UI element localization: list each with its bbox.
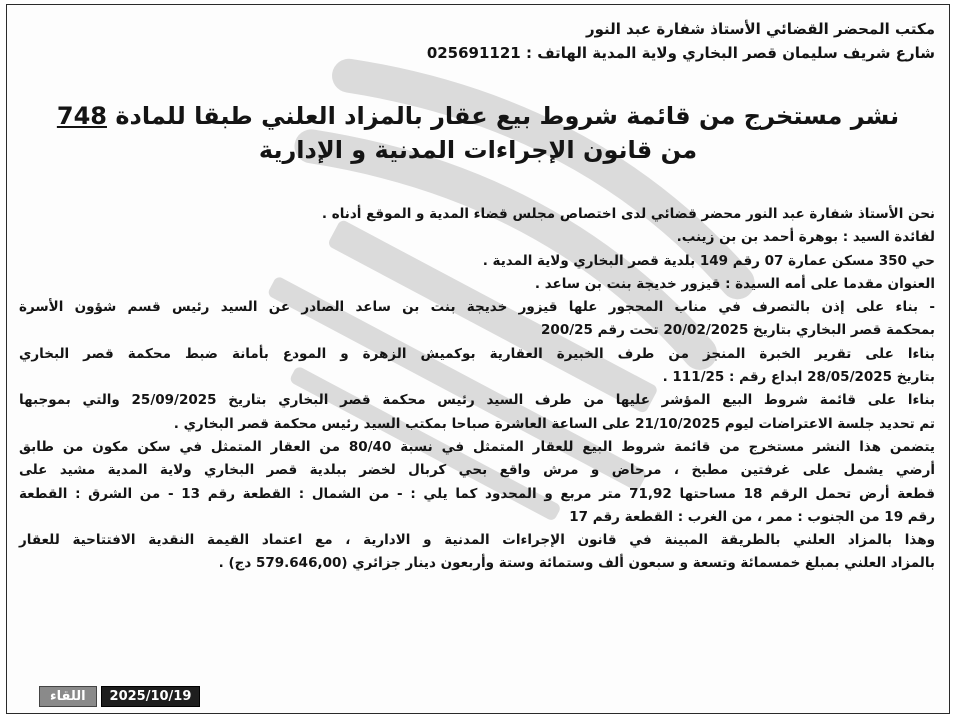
newspaper-notice <box>6 4 950 714</box>
body-line: العنوان مقدما على أمه السيدة : قيزور خديجة بنت بن ساعد . <box>534 275 935 292</box>
body-line: حي 350 مسكن عمارة 07 رقم 149 بلدية قصر البخاري ولاية المدية . <box>482 252 935 269</box>
title-line-1 <box>21 99 935 133</box>
publication-footer <box>39 686 200 707</box>
body-line: قطعة أرض تحمل الرقم 18 مساحتها 71,92 متر مربع و المحدود كما يلي : - من الشمال : القطعة رقم 13 - من الشرق : القطعة <box>19 485 935 502</box>
body-line: بناءا على تقرير الخبرة المنجز من طرف الخبيرة العقارية بوكميش الزهرة و المودع بأمانة ضبط محكمة قصر البخاري <box>19 345 935 362</box>
publication-date: 2025/10/19 <box>101 686 201 707</box>
body-line: بتاريخ 28/05/2025 ابداع رقم : 111/25 . <box>662 369 935 386</box>
bailiff-office-header <box>427 17 935 65</box>
office-address: شارع شريف سليمان قصر البخاري ولاية المدية الهاتف : 025691121 <box>426 44 935 62</box>
newspaper-name: اللقاء <box>39 686 97 707</box>
office-name: مكتب المحضر القضائي الأستاذ شفارة عبد النور <box>585 20 935 38</box>
body-line: - بناء على إذن بالتصرف في مناب المحجور علها قيزور خديجة بنت بن ساعد الصادر عن السيد رئيس قسم شؤون الأسرة <box>19 299 935 316</box>
title-line-1-text: نشر مستخرج من قائمة شروط بيع عقار بالمزاد العلني طبقا للمادة <box>115 102 900 130</box>
title-line-2: من قانون الإجراءات المدنية و الإدارية <box>258 136 698 164</box>
body-line: وهذا بالمزاد العلني بالطريقة المبينة في قانون الإجراءات المدنية و الادارية ، مع اعتماد القيمة النقدية الافتتاحية للعقار <box>19 532 935 549</box>
notice-title <box>21 99 935 167</box>
body-line: بناءا على قائمة شروط البيع المؤشر عليها من طرف السيد رئيس محكمة قصر البخاري بتاريخ 25/09/2025 والتي بموجبها <box>19 392 935 409</box>
body-line: رقم 19 من الجنوب : ممر ، من الغرب : القطعة رقم 17 <box>569 508 935 525</box>
body-line: لفائدة السيد : بوهرة أحمد بن بن زينب. <box>676 229 935 246</box>
body-line: بالمزاد العلني بمبلغ خمسمائة وتسعة و سبعون ألف وستمائة وستة وأربعون دينار جزائري (579.646,00 دج) . <box>218 555 935 572</box>
body-line: تم تحديد جلسة الاعتراضات ليوم 21/10/2025 على الساعة العاشرة صباحا بمكتب السيد رئيس محكمة قصر البخاري . <box>173 415 935 432</box>
body-line: يتضمن هذا النشر مستخرج من قائمة شروط البيع للعقار المتمثل في نسبة 80/40 من العقار المتمثل في سكن مكون من طابق <box>19 438 935 455</box>
body-line: نحن الأستاذ شفارة عبد النور محضر قضائي لدى اختصاص مجلس قضاء المدية و الموقع أدناه . <box>321 206 935 222</box>
article-number: 748 <box>56 102 107 130</box>
body-line: بمحكمة قصر البخاري بتاريخ 20/02/2025 تحت رقم 200/25 <box>541 322 935 339</box>
notice-body <box>19 203 935 576</box>
body-line: أرضي يشمل على غرفتين مطبخ ، مرحاض و مرش واقع بحي كربال لخضر ببلدية قصر البخاري ولاية المدية مشيد على <box>19 462 935 479</box>
